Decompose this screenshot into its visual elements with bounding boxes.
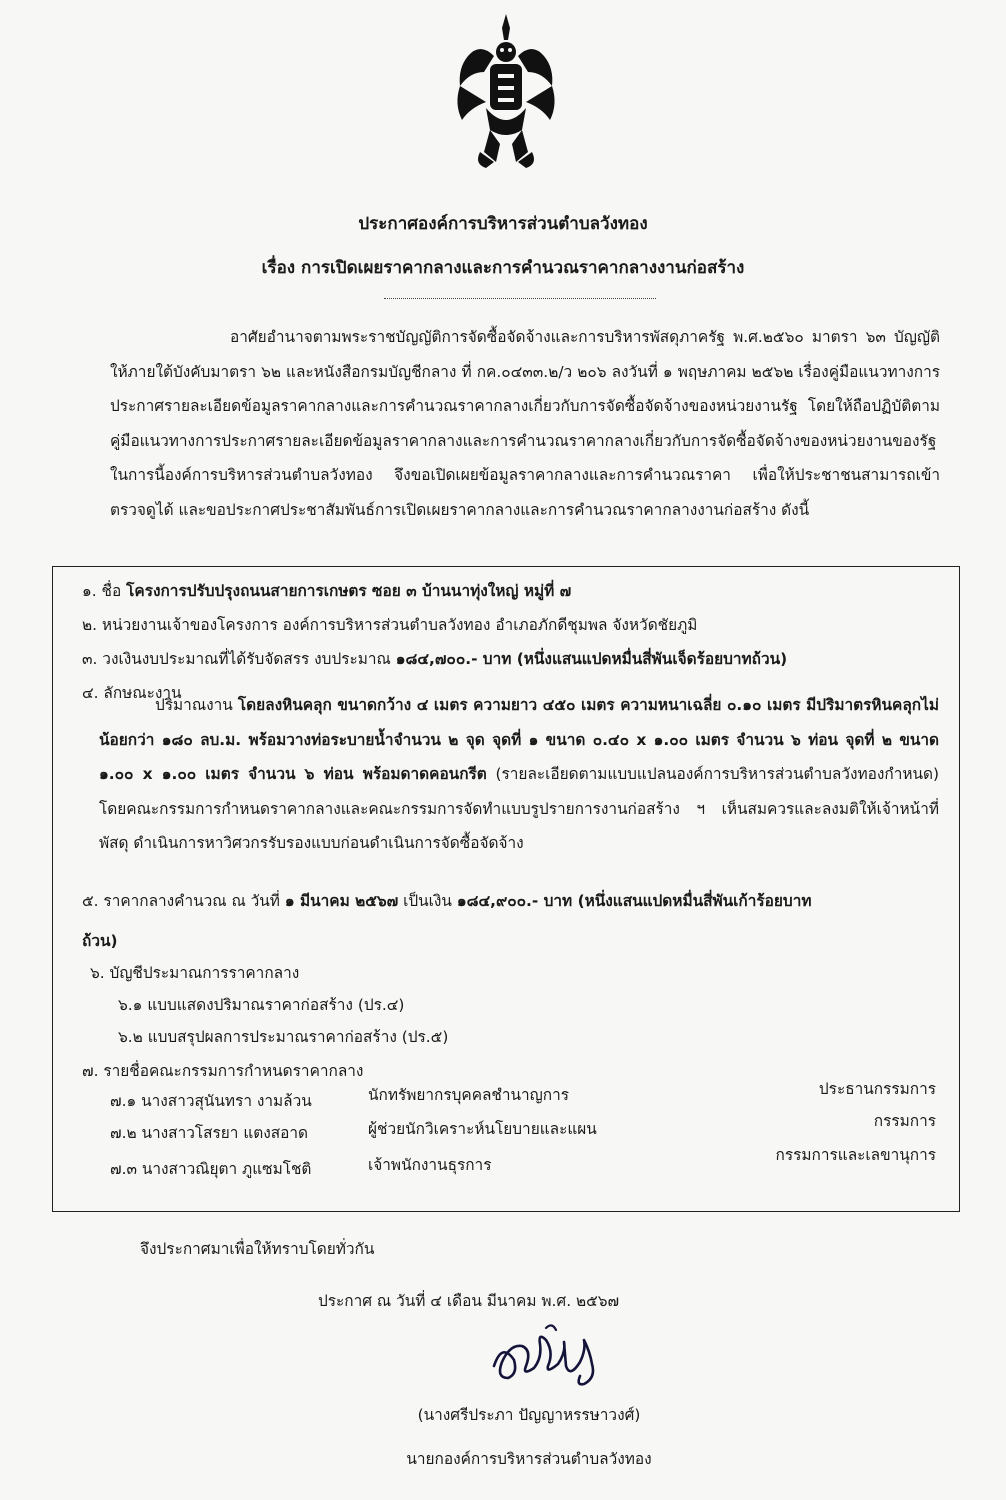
price-date: ๑ มีนาคม ๒๕๖๗ xyxy=(284,892,399,910)
announcement-subject: เรื่อง การเปิดเผยราคากลางและการคำนวณราคากลางงานก่อสร้าง xyxy=(261,258,745,278)
item-5 xyxy=(82,888,811,913)
item-3-label: ๓. วงเงินงบประมาณที่ได้รับจัดสรร งบประมาณ xyxy=(82,650,396,668)
item-7: ๗. รายชื่อคณะกรรมการกำหนดราคากลาง xyxy=(82,1062,364,1080)
dotted-divider xyxy=(384,298,656,299)
announcement-title: ประกาศองค์การบริหารส่วนตำบลวังทอง xyxy=(358,214,648,234)
item-1-label: ๑. ชื่อ xyxy=(82,582,127,600)
intro-text: อาศัยอำนาจตามพระราชบัญญัติการจัดซื้อจัดจ้างและการบริหารพัสดุภาครัฐ พ.ศ.๒๕๖๐ มาตรา ๖๓ บัญญัติให้ภายใต้บังคับมาตรา ๖๒ และหนังสือกรมบัญชีกลาง ที่ กค.๐๔๓๓.๒/ว ๒๐๖ ลงวันที่ ๑ พฤษภาคม ๒๕๖๒ เรื่องคู่มือแนวทางการประกาศรายละเอียดข้อมูลราคากลางและการคำนวณราคากลางเกี่ยวกับการจัดซื้อจัดจ้างของหน่วยงานรัฐ โดยให้ถือปฏิบัติตามคู่มือแนวทางการประกาศรายละเอียดข้อมูลราคากลางและการคำนวณราคากลางเกี่ยวกับการจัดซื้อจัดจ้างของหน่วยงานของรัฐ ในการนี้องค์การบริหารส่วนตำบลวังทอง จึงขอเปิดเผยข้อมูลราคากลางและการคำนวณราคา เพื่อให้ประชาชนสามารถเข้าตรวจดูได้ และขอประกาศประชาสัมพันธ์การเปิดเผยราคากลางและการคำนวณราคากลางงานก่อสร้าง ดังนี้ xyxy=(110,328,940,519)
committee-member-role: ประธานกรรมการ xyxy=(818,1080,936,1098)
garuda-emblem-icon xyxy=(450,12,562,172)
signer-name: (นางศรีประภา ปัญญาหรรษาวงศ์) xyxy=(417,1406,641,1424)
committee-member-name: ๗.๒ นางสาวโสรยา แตงสอาด xyxy=(110,1124,309,1142)
item-3 xyxy=(82,646,787,671)
committee-member-name: ๗.๑ นางสาวสุนันทรา งามล้วน xyxy=(110,1092,312,1110)
handwritten-signature xyxy=(488,1322,618,1388)
project-name: โครงการปรับปรุงถนนสายการเกษตร ซอย ๓ บ้านนาทุ่งใหญ่ หมู่ที่ ๗ xyxy=(126,582,572,600)
committee-member-name: ๗.๓ นางสาวณิยุตา ภูแซมโชติ xyxy=(110,1160,312,1178)
median-price-cont: ถ้วน) xyxy=(82,932,118,950)
median-price: ๑๘๔,๙๐๐.- บาท (หนึ่งแสนแปดหมื่นสี่พันเก้าร้อยบาท xyxy=(456,892,812,910)
committee-member-role: กรรมการ xyxy=(873,1112,936,1130)
item-5-label: ๕. ราคากลางคำนวณ ณ วันที่ xyxy=(82,892,285,910)
item-1 xyxy=(82,578,571,603)
work-description xyxy=(99,688,939,861)
announcement-date: ประกาศ ณ วันที่ ๔ เดือน มีนาคม พ.ศ. ๒๕๖๗ xyxy=(318,1292,620,1310)
committee-member-position: เจ้าพนักงานธุรการ xyxy=(368,1156,492,1174)
intro-paragraph xyxy=(110,320,940,527)
item-6: ๖. บัญชีประมาณการราคากลาง xyxy=(90,964,300,982)
closing-statement: จึงประกาศมาเพื่อให้ทราบโดยทั่วกัน xyxy=(140,1240,375,1258)
committee-member-position: นักทรัพยากรบุคคลชำนาญการ xyxy=(368,1086,570,1104)
committee-member-role: กรรมการและเลขานุการ xyxy=(775,1146,936,1164)
item-5-mid: เป็นเงิน xyxy=(398,892,457,910)
item-6-1: ๖.๑ แบบแสดงปริมาณราคาก่อสร้าง (ปร.๔) xyxy=(118,996,405,1014)
item-2: ๒. หน่วยงานเจ้าของโครงการ องค์การบริหารส่วนตำบลวังทอง อำเภอภักดีชุมพล จังหวัดชัยภูมิ xyxy=(82,616,698,634)
budget-amount: ๑๘๔,๗๐๐.- บาท (หนึ่งแสนแปดหมื่นสี่พันเจ็ดร้อยบาทถ้วน) xyxy=(395,650,788,668)
work-desc-detail: (รายละเอียดตามแบบแปลนองค์การบริหารส่วนตำบลวังทองกำหนด) โดยคณะกรรมการกำหนดราคากลางและคณะกรรมการจัดทำแบบรูปรายการงานก่อสร้าง ฯ เห็นสมควรและลงมติให้เจ้าหน้าที่พัสดุ ดำเนินการหาวิศวกรรับรองแบบก่อนดำเนินการจัดซื้อจัดจ้าง xyxy=(99,765,939,852)
item-6-2: ๖.๒ แบบสรุปผลการประมาณราคาก่อสร้าง (ปร.๕) xyxy=(118,1028,449,1046)
work-desc-prefix: ปริมาณงาน xyxy=(155,696,238,714)
committee-member-position: ผู้ช่วยนักวิเคราะห์นโยบายและแผน xyxy=(368,1120,597,1138)
item-4: ๔. ลักษณะงาน xyxy=(82,684,182,702)
work-desc-spec: โดยลงหินคลุก ขนาดกว้าง ๔ เมตร ความยาว ๔๕๐ เมตร ความหนาเฉลี่ย ๐.๑๐ เมตร มีปริมาตรหินคลุกไม่น้อยกว่า ๑๘๐ ลบ.ม. พร้อมวางท่อระบายน้ำจำนวน ๒ จุด จุดที่ ๑ ขนาด ๐.๔๐ x ๑.๐๐ เมตร จำนวน ๖ ท่อน จุดที่ ๒ ขนาด ๑.๐๐ x ๑.๐๐ เมตร จำนวน ๖ ท่อน พร้อมดาดคอนกรีต xyxy=(99,696,939,783)
signer-position: นายกองค์การบริหารส่วนตำบลวังทอง xyxy=(406,1450,652,1468)
